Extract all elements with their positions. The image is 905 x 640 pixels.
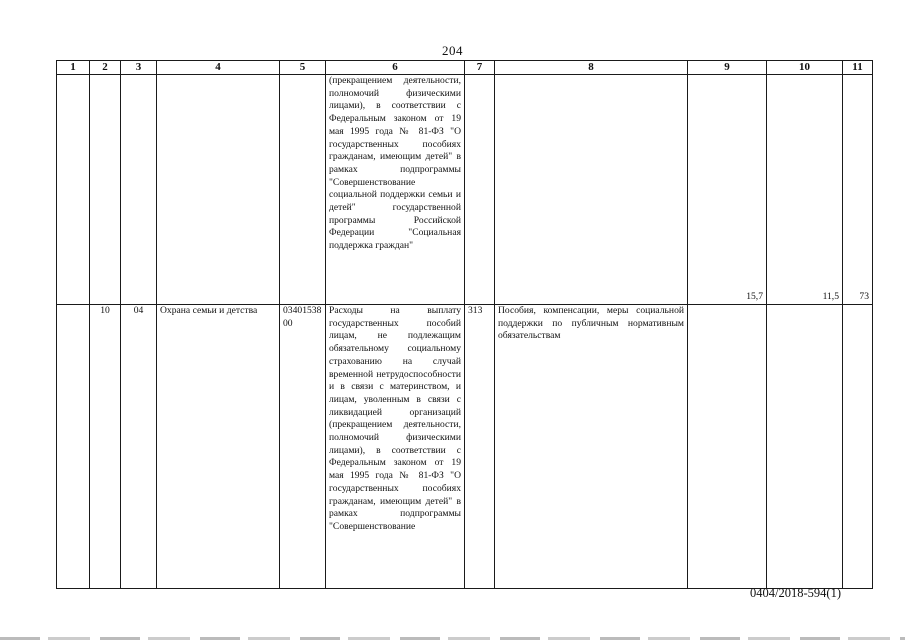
cell-value-9 (688, 305, 767, 589)
cell-section (57, 305, 90, 589)
cell-target-code: 0340153800 (280, 305, 326, 589)
cell-expense-description (495, 75, 688, 305)
cell-expense-code (465, 75, 495, 305)
column-header-9: 9 (688, 61, 767, 75)
cell-value-11: 73 (843, 75, 873, 305)
cell-chapter (90, 75, 121, 305)
cell-target-description: (прекращением деятельности, полномочий физическими лицами), в соответствии с Федеральным законом от 19 мая 1995 года № 81-ФЗ "О государственных пособиях гражданам, имеющим детей" в рамках подпрограммы "Совершенствование социальной поддержки семьи и детей" государственной программы Российской Федерации "Социальная поддержка граждан" (326, 75, 465, 305)
cell-value-11 (843, 305, 873, 589)
column-header-10: 10 (767, 61, 843, 75)
table-row (57, 305, 873, 589)
column-header-1: 1 (57, 61, 90, 75)
cell-subsection: 04 (121, 305, 157, 589)
cell-value-9: 15,7 (688, 75, 767, 305)
cell-chapter: 10 (90, 305, 121, 589)
cell-name (157, 75, 280, 305)
column-header-11: 11 (843, 61, 873, 75)
cell-expense-code: 313 (465, 305, 495, 589)
cell-section (57, 75, 90, 305)
cell-name: Охрана семьи и детства (157, 305, 280, 589)
cell-subsection (121, 75, 157, 305)
column-header-5: 5 (280, 61, 326, 75)
table-row (57, 75, 873, 305)
header-row (57, 61, 873, 75)
column-header-8: 8 (495, 61, 688, 75)
cell-target-description: Расходы на выплату государственных пособий лицам, не подлежащим обязательному социальному страхованию на случай временной нетрудоспособности и в связи с материнством, и лицам, уволенным в связи с ликвидацией организаций (прекращением деятельности, полномочий физическими лицами), в соответствии с Федеральным законом от 19 мая 1995 года № 81-ФЗ "О государственных пособиях гражданам, имеющим детей" в рамках подпрограммы "Совершенствование (326, 305, 465, 589)
budget-table (56, 60, 873, 589)
column-header-4: 4 (157, 61, 280, 75)
cell-target-code (280, 75, 326, 305)
column-header-3: 3 (121, 61, 157, 75)
column-header-6: 6 (326, 61, 465, 75)
cell-value-10: 11,5 (767, 75, 843, 305)
cell-expense-description: Пособия, компенсации, меры социальной поддержки по публичным нормативным обязательствам (495, 305, 688, 589)
document-code: 0404/2018-594(1) (750, 586, 841, 600)
page-number: 204 (442, 43, 463, 58)
column-header-7: 7 (465, 61, 495, 75)
cell-value-10 (767, 305, 843, 589)
column-header-2: 2 (90, 61, 121, 75)
